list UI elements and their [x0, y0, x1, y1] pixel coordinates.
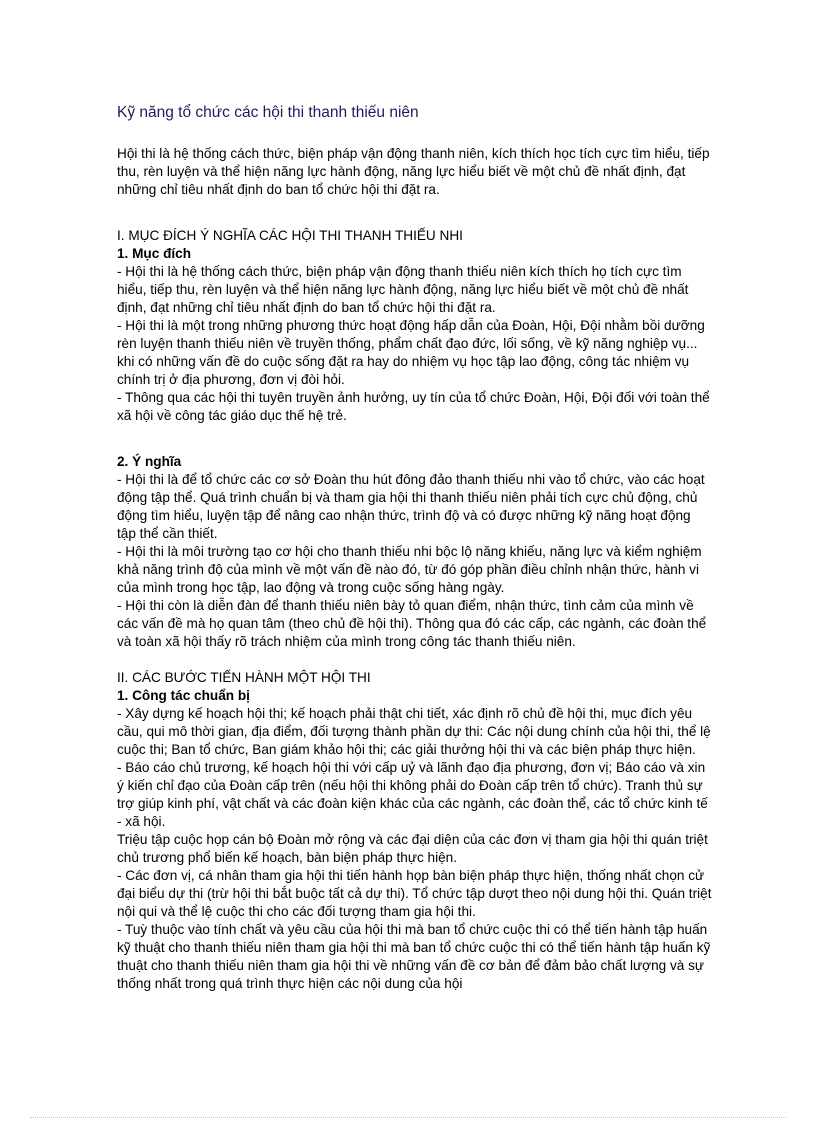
paragraph: - Tuỳ thuộc vào tính chất và yêu cầu của hội thi mà ban tổ chức cuộc thi có thể tiến hành tập huấn kỹ thuật cho thanh thiếu niên tham gia hội thi mà ban tổ chức cuộc thi có thể tiến hành tập huấn kỹ thuật cho thanh thiếu niên tham gia hội thi về những vấn đề cơ bản để đảm bảo chất lượng và sự thống nhất trong quá trình thực hiện các nội dung của hội: [117, 922, 711, 991]
spacer: [117, 651, 712, 669]
paragraph: - Hội thi là để tổ chức các cơ sở Đoàn thu hút đông đảo thanh thiếu nhi vào tổ chức, vào các hoạt động tập thể. Quá trình chuẩn bị và tham gia hội thi thanh thiếu niên phải tích cực chủ động, chủ động tìm hiểu, luyện tập để nâng cao nhận thức, trình độ và có được những kỹ năng hoạt động tập thể cần thiết.: [117, 472, 705, 541]
paragraph: - Hội thi là hệ thống cách thức, biện pháp vận động thanh thiếu niên kích thích họ tích cực tìm hiểu, tiếp thu, rèn luyện và thể hiện năng lực hành động, năng lực hiểu biết về một chủ đề nhất định, đạt những chỉ tiêu nhất định do ban tổ chức hội thi đặt ra.: [117, 264, 689, 315]
section-heading-steps: II. CÁC BƯỚC TIẾN HÀNH MỘT HỘI THI: [117, 670, 371, 685]
spacer: [117, 199, 712, 227]
page-bottom-divider: [30, 1117, 786, 1118]
section-heading-purpose: I. MỤC ĐÍCH Ý NGHĨA CÁC HỘI THI THANH THIẾU NHI: [117, 228, 463, 243]
spacer: [117, 425, 712, 453]
paragraph: - Báo cáo chủ trương, kế hoạch hội thi với cấp uỷ và lãnh đạo địa phương, đơn vị; Báo cáo và xin ý kiến chỉ đạo của Đoàn cấp trên (nếu hội thi không phải do Đoàn cấp trên tổ chức). Tranh thủ sự trợ giúp kinh phí, vật chất và các đoàn kiện khác của các ngành, các đoàn thể, các tổ chức kinh tế - xã hội.: [117, 760, 708, 829]
document-page: [117, 103, 712, 993]
paragraph: - Thông qua các hội thi tuyên truyền ảnh hưởng, uy tín của tổ chức Đoàn, Hội, Đội đối với toàn thể xã hội về công tác giáo dục thế hệ trẻ.: [117, 390, 710, 423]
intro-paragraph: Hội thi là hệ thống cách thức, biện pháp vận động thanh niên, kích thích học tích cực tìm hiểu, tiếp thu, rèn luyện và thể hiện năng lực hành động, năng lực hiểu biết về một chủ đề nhất định, đạt những chỉ tiêu nhất định do ban tổ chức hội thi đặt ra.: [117, 146, 710, 197]
subheading-meaning: 2. Ý nghĩa: [117, 454, 182, 469]
paragraph: - Hội thi là môi trường tạo cơ hội cho thanh thiếu nhi bộc lộ năng khiếu, năng lực và kiểm nghiệm khả năng trình độ của mình về một vấn đề nào đó, từ đó góp phần điều chỉnh nhận thức, hành vi của mình trong học tập, lao động và trong cuộc sống hàng ngày.: [117, 544, 702, 595]
paragraph: Triệu tập cuộc họp cán bộ Đoàn mở rộng và các đại diện của các đơn vị tham gia hội thi quán triệt chủ trương phổ biến kế hoạch, bàn biện pháp thực hiện.: [117, 832, 708, 865]
paragraph: - Các đơn vị, cá nhân tham gia hội thi tiến hành họp bàn biện pháp thực hiện, thống nhất chọn cử đại biểu dự thi (trừ hội thi bắt buộc tất cả dự thi). Tổ chức tập dượt theo nội dung hội thi. Quán triệt nội qui và thể lệ cuộc thi cho các đối tượng tham gia hội thi.: [117, 868, 712, 919]
document-title: Kỹ năng tổ chức các hội thi thanh thiếu niên: [117, 104, 419, 121]
subheading-preparation: 1. Công tác chuẩn bị: [117, 688, 250, 703]
paragraph: - Hội thi còn là diễn đàn để thanh thiếu niên bày tỏ quan điểm, nhận thức, tình cảm của mình về các vấn đề mà họ quan tâm (theo chủ đề hội thi). Thông qua đó các cấp, các ngành, các đoàn thể và toàn xã hội thấy rõ trách nhiệm của mình trong công tác thanh thiếu niên.: [117, 598, 707, 649]
paragraph: - Hội thi là một trong những phương thức hoạt động hấp dẫn của Đoàn, Hội, Đội nhằm bồi dưỡng rèn luyện thanh thiếu niên về truyền thống, phẩm chất đạo đức, lối sống, về kỹ năng nghiệp vụ... khi có những vấn đề do cuộc sống đặt ra hay do nhiệm vụ học tập lao động, công tác nhiệm vụ chính trị ở địa phương, đơn vị đòi hỏi.: [117, 318, 705, 387]
paragraph: - Xây dựng kế hoạch hội thi; kế hoạch phải thật chi tiết, xác định rõ chủ đề hội thi, mục đích yêu cầu, qui mô thời gian, địa điểm, đối tượng thành phần dự thi: Các nội dung chính của hội thi, thể lệ cuộc thi; Ban tổ chức, Ban giám khảo hội thi; các giải thưởng hội thi và các biện pháp thực hiện.: [117, 706, 711, 757]
subheading-purpose: 1. Mục đích: [117, 246, 192, 261]
